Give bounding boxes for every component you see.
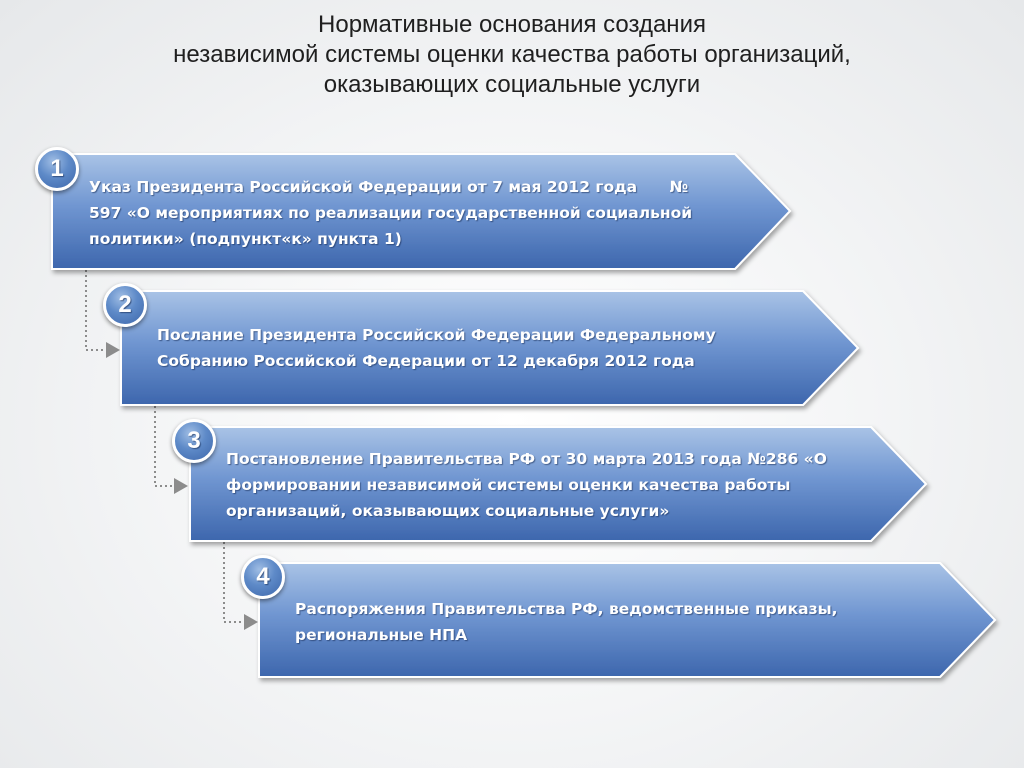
step-2-line-1: Послание Президента Российской Федерации Федеральному: [157, 326, 716, 344]
step-number-badge-4: 4: [241, 555, 285, 599]
step-number-badge-1: 1: [35, 147, 79, 191]
title-line-1: Нормативные основания создания: [318, 11, 706, 38]
step-text-3: [226, 446, 827, 524]
step-4-line-2: региональные НПА: [295, 626, 468, 644]
step-3-line-3: организаций, оказывающих социальные услуги»: [226, 502, 670, 520]
title-line-3: оказывающих социальные услуги: [323, 71, 701, 98]
step-3-line-2: формировании независимой системы оценки качества работы: [226, 476, 791, 494]
step-number-badge-3: 3: [172, 419, 216, 463]
step-number-badge-2: 2: [103, 283, 147, 327]
step-3-line-1: Постановление Правительства РФ от 30 марта 2013 года №286 «О: [226, 450, 827, 468]
step-1-line-3: политики» (подпункт«к» пункта 1): [89, 230, 402, 248]
step-1-line-2: 597 «О мероприятиях по реализации государственной социальной: [89, 204, 693, 222]
step-text-4: [295, 596, 838, 648]
step-4-line-1: Распоряжения Правительства РФ, ведомственные приказы,: [295, 600, 838, 618]
title-line-2: независимой системы оценки качества работы организаций,: [173, 41, 851, 68]
step-2-line-2: Собранию Российской Федерации от 12 декабря 2012 года: [157, 352, 695, 370]
step-text-1: [89, 174, 692, 252]
step-text-2: [157, 322, 716, 374]
step-1-line-1: Указ Президента Российской Федерации от 7 мая 2012 года №: [89, 178, 689, 196]
